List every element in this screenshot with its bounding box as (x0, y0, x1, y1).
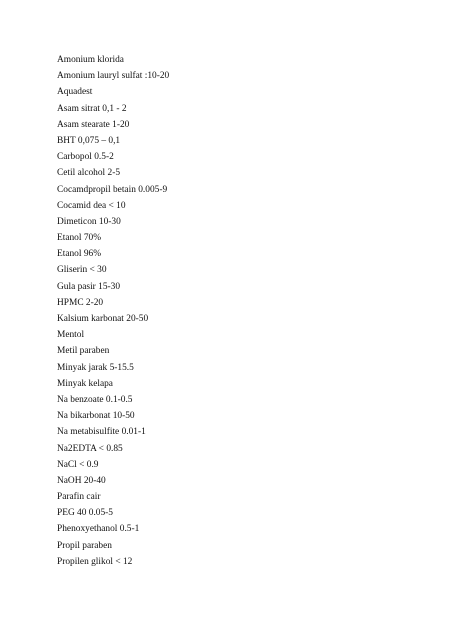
list-item: Kalsium karbonat 20-50 (57, 314, 149, 324)
list-item: Asam stearate 1-20 (57, 119, 130, 130)
list-item: Phenoxyethanol 0.5-1 (57, 524, 140, 535)
list-item: Cocamid dea < 10 (57, 200, 126, 211)
list-item: Metil paraben (57, 346, 110, 357)
list-item: Na2EDTA < 0.85 (57, 443, 123, 454)
list-item: Cocamdpropil betain 0.005-9 (57, 184, 168, 195)
list-item: Na bikarbonat 10-50 (57, 411, 135, 422)
list-item: Propil paraben (57, 540, 112, 551)
list-item: Dimeticon 10-30 (57, 216, 121, 227)
list-item: Na metabisulfite 0.01-1 (57, 427, 146, 438)
list-item: Minyak kelapa (57, 378, 113, 389)
ingredient-list (57, 52, 169, 570)
list-item: Etanol 70% (57, 233, 102, 244)
list-item: PEG 40 0.05-5 (57, 508, 113, 519)
list-item: Amonium lauryl sulfat :10-20 (57, 71, 170, 82)
list-item: Etanol 96% (57, 249, 102, 260)
list-item: Carbopol 0.5-2 (57, 152, 114, 163)
list-item: Mentol (57, 330, 85, 341)
list-item: Propilen glikol < 12 (57, 556, 133, 567)
list-item: Aquadest (57, 87, 93, 98)
list-item: Parafin cair (57, 492, 101, 503)
list-item: BHT 0,075 – 0,1 (57, 135, 121, 146)
list-item: HPMC 2-20 (57, 297, 104, 308)
list-item: Cetil alcohol 2-5 (57, 168, 121, 179)
list-item: Gliserin < 30 (57, 265, 107, 276)
list-item: NaOH 20-40 (57, 475, 106, 486)
list-item: Gula pasir 15-30 (57, 281, 121, 292)
list-item: Asam sitrat 0,1 - 2 (57, 103, 127, 114)
list-item: Amonium klorida (57, 55, 124, 65)
list-item: Na benzoate 0.1-0.5 (57, 394, 133, 405)
list-item: Minyak jarak 5-15.5 (57, 362, 134, 373)
list-item: NaCl < 0.9 (57, 459, 99, 470)
